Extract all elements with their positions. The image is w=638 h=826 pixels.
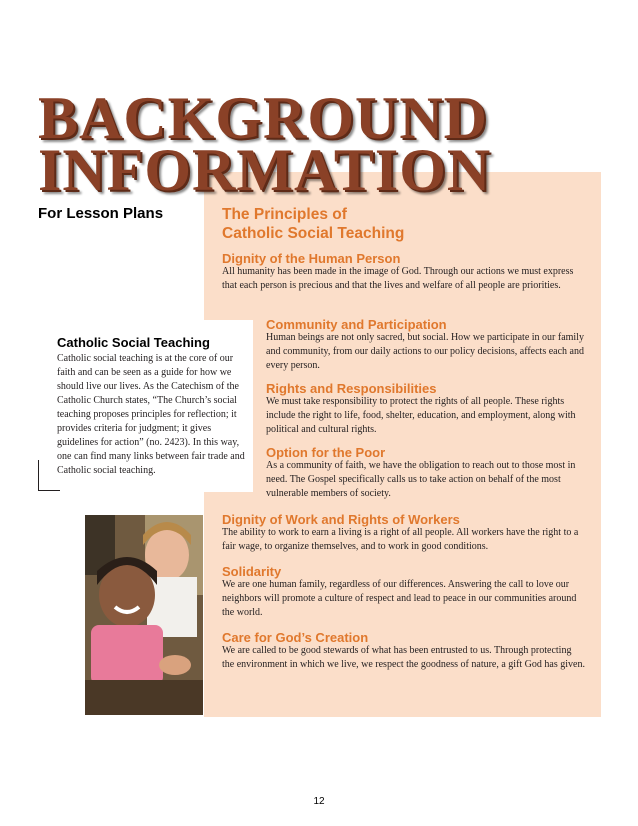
principle-text-community: Human beings are not only sacred, but social. How we participate in our family and community, from our daily actions to our policy decisions, affects each and every person. [266,332,584,371]
sidebar-rule-vertical [38,460,39,490]
principle-heading-poor: Option for the Poor [266,445,386,460]
cst-title: Catholic Social Teaching [57,335,210,350]
principles-title-line1: The Principles of [222,206,347,223]
page-number: 12 [313,796,325,807]
principles-title [222,205,522,243]
photo-smiling-girls [85,515,203,715]
principle-heading-community: Community and Participation [266,317,447,332]
principle-heading-dignity: Dignity of the Human Person [222,251,401,266]
principle-text-work: The ability to work to earn a living is a right of all people. All workers have the right to a fair wage, to organize themselves, and to work in good conditions. [222,527,579,552]
header-subtitle: For Lesson Plans [38,205,164,222]
header-title-line2: INFORMATION [38,137,492,203]
principle-text-creation: We are called to be good stewards of what has been entrusted to us. Through protecting the environment in which we live, we respect the goodness of nature, a gift God has given. [222,645,585,670]
principle-text-solidarity: We are one human family, regardless of our differences. Answering the call to love our neighbors will promote a culture of respect and lead to peace in our communities around the world. [222,579,577,618]
principle-text-dignity: All humanity has been made in the image of God. Through our actions we must express that each person is precious and that the lives and welfare of all people are priorities. [222,266,574,291]
principle-heading-creation: Care for God’s Creation [222,630,369,645]
principle-text-poor: As a community of faith, we have the obligation to reach out to those most in need. The Gospel specifically calls us to take action on behalf of the most vulnerable members of society. [266,460,576,499]
cst-text: Catholic social teaching is at the core of our faith and can be seen as a guide for how we should live our lives. As the Catechism of the Catholic Church states, “The Church’s social teaching proposes principles for reflection; it provides criteria for judgment; it gives guidelines for action” (no. 2423). In this way, one can find many links between fair trade and Catholic social teaching. [57,353,245,476]
sidebar-rule-horizontal [38,490,60,491]
principle-heading-rights: Rights and Responsibilities [266,381,437,396]
principle-heading-work: Dignity of Work and Rights of Workers [222,512,460,527]
principles-title-line2: Catholic Social Teaching [222,225,405,242]
principle-heading-solidarity: Solidarity [222,564,282,579]
principle-text-rights: We must take responsibility to protect the rights of all people. These rights include the right to life, food, shelter, education, and employment, along with political and cultural rights. [266,396,576,435]
cst-sidebar [57,335,247,478]
header-title-line1: BACKGROUND [38,85,489,151]
